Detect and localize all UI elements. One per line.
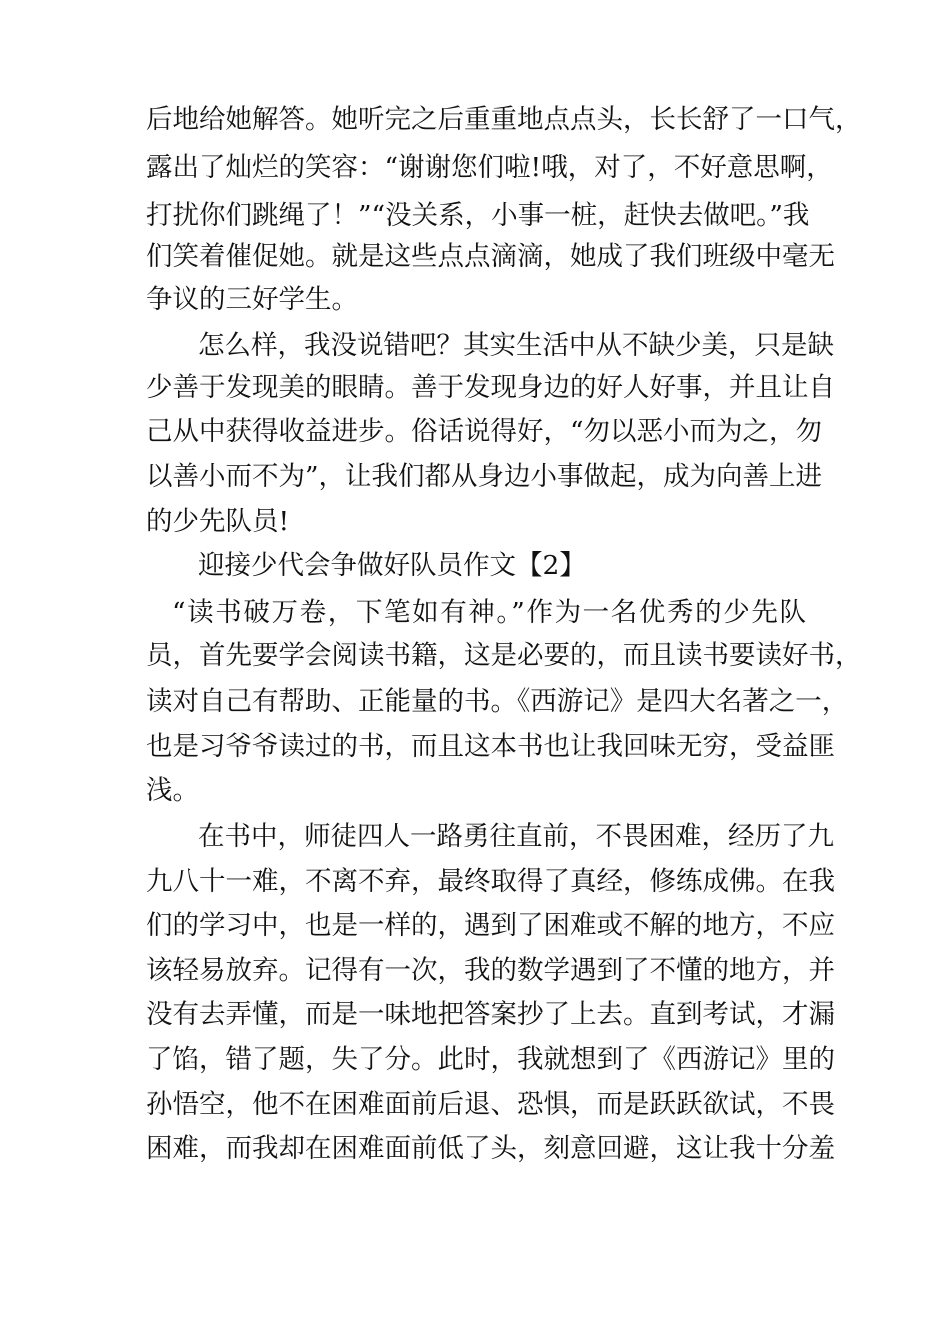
paragraph-3-line-3: 读对自己有帮助、正能量的书。《西游记》是四大名著之一， bbox=[146, 686, 849, 717]
paragraph-4-line-5: 没有去弄懂，而是一味地把答案抄了上去。直到考试，才漏 bbox=[146, 999, 835, 1030]
paragraph-1-line-4: 们笑着催促她。就是这些点点滴滴，她成了我们班级中毫无 bbox=[146, 241, 835, 272]
section-heading: 迎接少代会争做好队员作文【2】 bbox=[198, 550, 586, 581]
paragraph-4-line-8: 困难，而我却在困难面前低了头，刻意回避，这让我十分羞 bbox=[146, 1133, 835, 1164]
paragraph-4-line-2: 九八十一难，不离不弃，最终取得了真经，修练成佛。在我 bbox=[146, 866, 835, 897]
paragraph-4-line-4: 该轻易放弃。记得有一次，我的数学遇到了不懂的地方，并 bbox=[146, 955, 835, 986]
paragraph-2-line-3: 己从中获得收益进步。俗话说得好，“勿以恶小而为之，勿 bbox=[146, 416, 823, 447]
paragraph-2-line-5: 的少先队员! bbox=[146, 506, 290, 537]
paragraph-4-line-7: 孙悟空，他不在困难面前后退、恐惧，而是跃跃欲试，不畏 bbox=[146, 1089, 835, 1120]
paragraph-2-line-2: 少善于发现美的眼睛。善于发现身边的好人好事，并且让自 bbox=[146, 372, 835, 403]
paragraph-4-line-1: 在书中，师徒四人一路勇往直前，不畏困难，经历了九 bbox=[198, 821, 834, 852]
paragraph-3-line-1: “读书破万卷，下笔如有神。”作为一名优秀的少先队 bbox=[172, 597, 806, 628]
paragraph-3-line-2: 员，首先要学会阅读书籍，这是必要的，而且读书要读好书， bbox=[146, 640, 862, 671]
paragraph-2-line-1: 怎么样，我没说错吧？其实生活中从不缺少美，只是缺 bbox=[198, 330, 834, 361]
paragraph-1-line-2: 露出了灿烂的笑容：“谢谢您们啦!哦，对了，不好意思啊， bbox=[146, 152, 833, 183]
paragraph-3-line-5: 浅。 bbox=[146, 775, 199, 806]
paragraph-1-line-3: 打扰你们跳绳了！”“没关系，小事一桩，赶快去做吧。”我 bbox=[146, 200, 810, 231]
paragraph-3-line-4: 也是习爷爷读过的书，而且这本书也让我回味无穷，受益匪 bbox=[146, 731, 835, 762]
paragraph-4-line-6: 了馅，错了题，失了分。此时，我就想到了《西游记》里的 bbox=[146, 1044, 835, 1075]
paragraph-1-line-5: 争议的三好学生。 bbox=[146, 284, 358, 315]
paragraph-1-line-1: 后地给她解答。她听完之后重重地点点头，长长舒了一口气， bbox=[146, 104, 862, 135]
paragraph-2-line-4: 以善小而不为”，让我们都从身边小事做起，成为向善上进 bbox=[146, 461, 823, 492]
paragraph-4-line-3: 们的学习中，也是一样的，遇到了困难或不解的地方，不应 bbox=[146, 910, 835, 941]
